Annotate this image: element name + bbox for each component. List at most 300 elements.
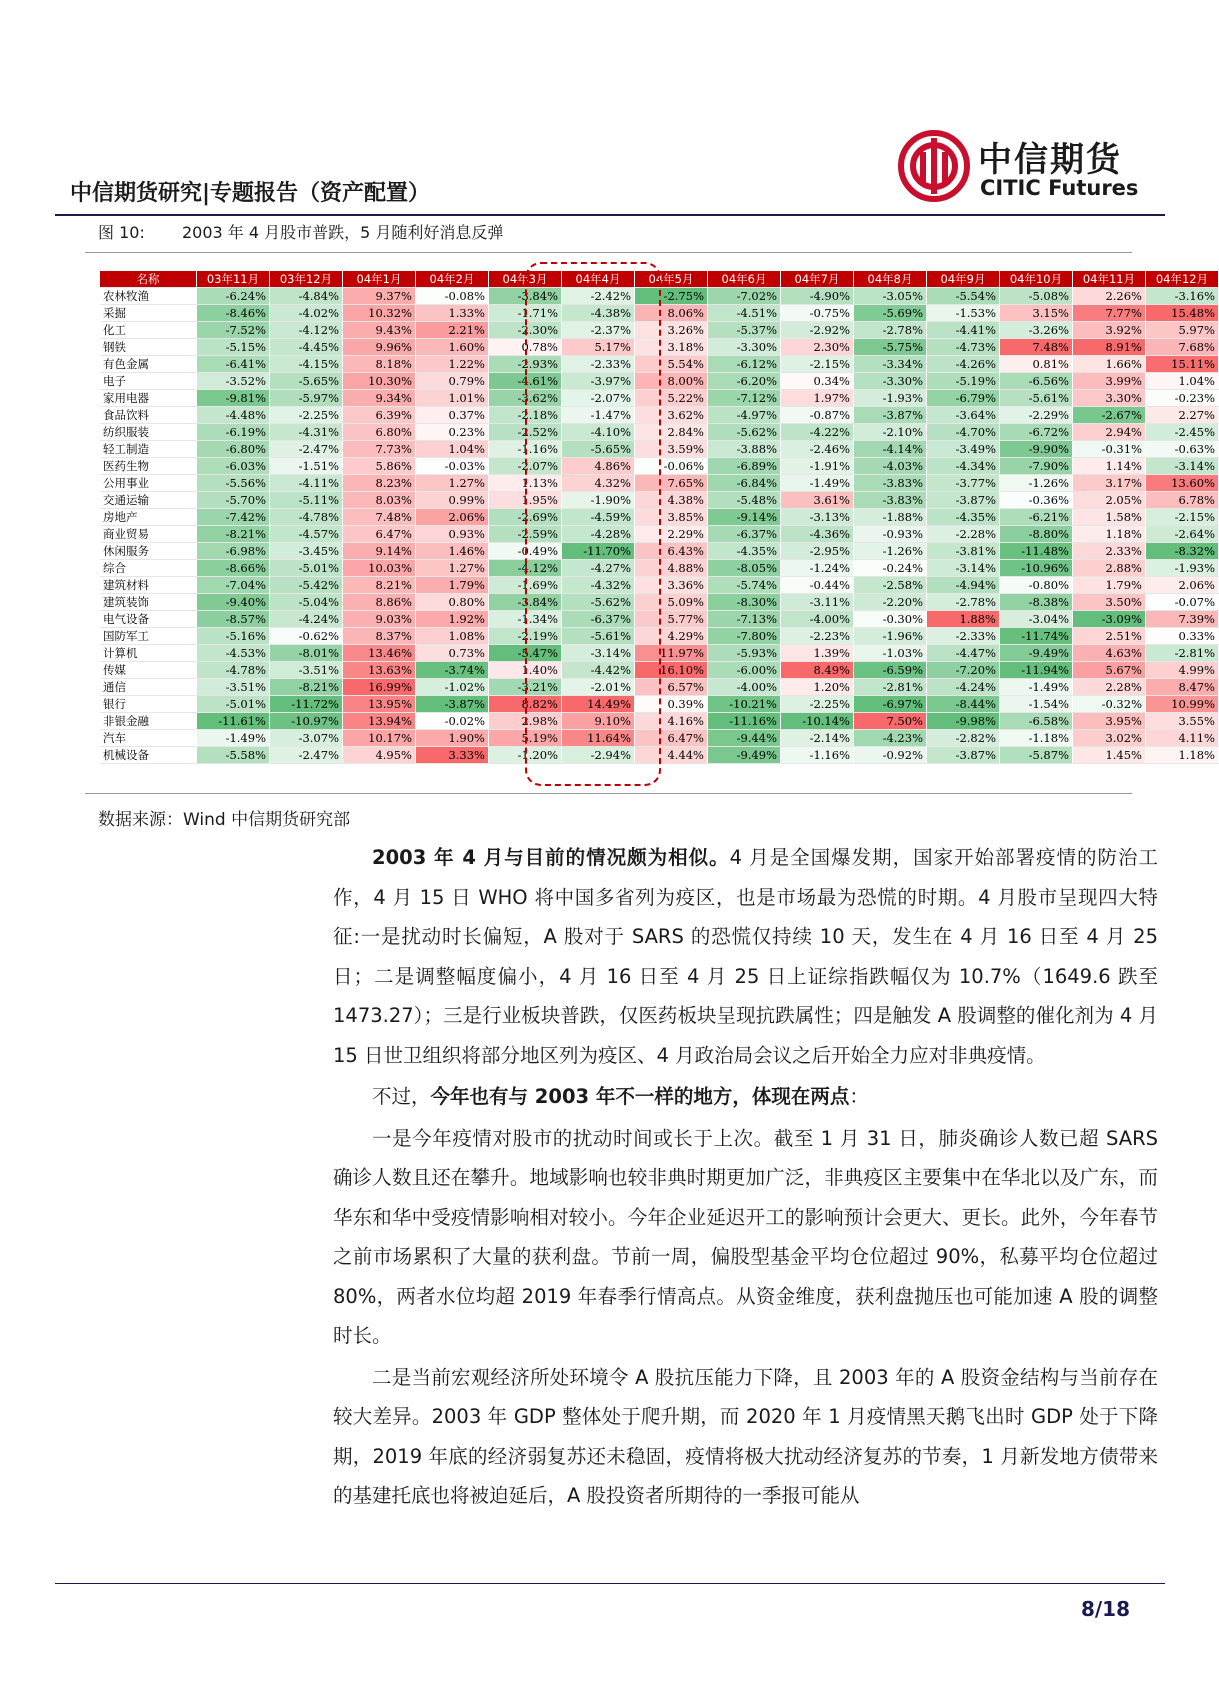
- return-cell: -4.27%: [562, 560, 635, 577]
- return-cell: -7.52%: [197, 322, 270, 339]
- return-cell: -1.02%: [416, 679, 489, 696]
- return-cell: -4.53%: [197, 645, 270, 662]
- return-cell: 3.18%: [635, 339, 708, 356]
- return-cell: -6.80%: [197, 441, 270, 458]
- column-header: 04年3月: [489, 271, 562, 288]
- return-cell: 15.48%: [1146, 305, 1219, 322]
- return-cell: -4.70%: [927, 424, 1000, 441]
- return-cell: 2.29%: [635, 526, 708, 543]
- return-cell: -1.26%: [854, 543, 927, 560]
- return-cell: 4.99%: [1146, 662, 1219, 679]
- return-cell: 5.67%: [1073, 662, 1146, 679]
- return-cell: -7.02%: [708, 288, 781, 305]
- return-cell: -2.07%: [489, 458, 562, 475]
- return-cell: 2.88%: [1073, 560, 1146, 577]
- return-cell: -2.78%: [927, 594, 1000, 611]
- return-cell: -1.90%: [562, 492, 635, 509]
- table-row: [100, 390, 1219, 407]
- return-cell: -5.62%: [708, 424, 781, 441]
- return-cell: -4.78%: [270, 509, 343, 526]
- return-cell: 7.48%: [1000, 339, 1073, 356]
- paragraph-2-start: 不过，: [372, 1085, 431, 1108]
- industry-name-cell: 农林牧渔: [100, 288, 197, 305]
- return-cell: -6.41%: [197, 356, 270, 373]
- return-cell: -2.47%: [270, 747, 343, 764]
- industry-name-cell: 建筑装饰: [100, 594, 197, 611]
- return-cell: -7.90%: [1000, 458, 1073, 475]
- return-cell: -10.14%: [781, 713, 854, 730]
- return-cell: -0.80%: [1000, 577, 1073, 594]
- return-cell: -0.36%: [1000, 492, 1073, 509]
- paragraph-1-text: 4 月是全国爆发期，国家开始部署疫情的防治工作，4 月 15 日 WHO 将中国多省列为疫区，也是市场最为恐慌的时期。4 月股市呈现四大特征:一是扰动时长偏短，A 股对于 SARS 的恐慌仅持续 10 天，发生在 4 月 16 日至 4 月 25 日；二是调整幅度偏小，4 月 16 日至 4 月 25 日上证综指跌幅仅为 10.7%（1649.6 跌至 1473.27）；三是行业板块普跌，仅医药板块呈现抗跌属性；四是触发 A 股调整的催化剂为 4 月 15 日世卫组织将部分地区列为疫区、4 月政治局会议之后开始全力应对非典疫情。: [333, 846, 1158, 1067]
- paragraph-4: 二是当前宏观经济所处环境令 A 股抗压能力下降，且 2003 年的 A 股资金结构与当前存在较大差异。2003 年 GDP 整体处于爬升期，而 2020 年 1 月疫情黑天鹅飞出时 GDP 处于下降期，2019 年底的经济弱复苏还未稳固，疫情将极大扰动经济复苏的节奏，1 月新发地方债带来的基建托底也将被迫延后，A 股投资者所期待的一季报可能从: [333, 1365, 1158, 1507]
- table-row: [100, 356, 1219, 373]
- report-header-title: 中信期货研究|专题报告（资产配置）: [70, 181, 431, 206]
- return-cell: -2.47%: [270, 441, 343, 458]
- return-cell: 7.50%: [854, 713, 927, 730]
- return-cell: -2.33%: [927, 628, 1000, 645]
- return-cell: -8.01%: [270, 645, 343, 662]
- return-cell: -2.52%: [489, 424, 562, 441]
- return-cell: -3.83%: [854, 492, 927, 509]
- return-cell: -1.88%: [854, 509, 927, 526]
- return-cell: -6.84%: [708, 475, 781, 492]
- return-cell: -5.01%: [197, 696, 270, 713]
- paragraph-2: [333, 1077, 1158, 1117]
- return-cell: -4.59%: [562, 509, 635, 526]
- industry-name-cell: 轻工制造: [100, 441, 197, 458]
- return-cell: -3.87%: [927, 492, 1000, 509]
- return-cell: -2.10%: [854, 424, 927, 441]
- return-cell: 3.62%: [635, 407, 708, 424]
- return-cell: -7.80%: [708, 628, 781, 645]
- return-cell: 3.61%: [781, 492, 854, 509]
- return-cell: 0.78%: [489, 339, 562, 356]
- return-cell: -1.49%: [781, 475, 854, 492]
- return-cell: -5.56%: [197, 475, 270, 492]
- return-cell: -8.57%: [197, 611, 270, 628]
- return-cell: 8.86%: [343, 594, 416, 611]
- return-cell: -5.15%: [197, 339, 270, 356]
- return-cell: -4.14%: [854, 441, 927, 458]
- table-row: [100, 628, 1219, 645]
- return-cell: 5.19%: [489, 730, 562, 747]
- return-cell: -5.48%: [708, 492, 781, 509]
- return-cell: 6.39%: [343, 407, 416, 424]
- return-cell: -3.14%: [1146, 458, 1219, 475]
- return-cell: -5.16%: [197, 628, 270, 645]
- column-header: 04年1月: [343, 271, 416, 288]
- return-cell: -2.07%: [562, 390, 635, 407]
- table-row: [100, 611, 1219, 628]
- return-cell: -0.75%: [781, 305, 854, 322]
- figure-source: 数据来源：Wind 中信期货研究部: [98, 810, 351, 830]
- return-cell: 1.60%: [416, 339, 489, 356]
- return-cell: 1.13%: [489, 475, 562, 492]
- return-cell: -5.01%: [270, 560, 343, 577]
- return-cell: -8.80%: [1000, 526, 1073, 543]
- return-cell: -3.13%: [781, 509, 854, 526]
- return-cell: -0.93%: [854, 526, 927, 543]
- table-row: [100, 509, 1219, 526]
- return-cell: -8.30%: [708, 594, 781, 611]
- return-cell: -3.45%: [270, 543, 343, 560]
- return-cell: -3.49%: [927, 441, 1000, 458]
- return-cell: 13.95%: [343, 696, 416, 713]
- return-cell: -4.22%: [781, 424, 854, 441]
- column-header: 04年12月: [1146, 271, 1219, 288]
- column-header: 名称: [100, 271, 197, 288]
- return-cell: -8.21%: [270, 679, 343, 696]
- return-cell: -0.23%: [1146, 390, 1219, 407]
- return-cell: -2.15%: [1146, 509, 1219, 526]
- paragraph-2-end: ：: [849, 1085, 869, 1108]
- return-cell: -3.84%: [489, 288, 562, 305]
- return-cell: -7.20%: [927, 662, 1000, 679]
- return-cell: 1.33%: [416, 305, 489, 322]
- return-cell: -9.90%: [1000, 441, 1073, 458]
- return-cell: -5.61%: [1000, 390, 1073, 407]
- return-cell: -4.12%: [270, 322, 343, 339]
- return-cell: -1.16%: [781, 747, 854, 764]
- return-cell: 0.73%: [416, 645, 489, 662]
- return-cell: 8.37%: [343, 628, 416, 645]
- return-cell: -4.31%: [270, 424, 343, 441]
- return-cell: 13.94%: [343, 713, 416, 730]
- return-cell: 3.55%: [1146, 713, 1219, 730]
- return-cell: 5.86%: [343, 458, 416, 475]
- return-cell: -3.74%: [416, 662, 489, 679]
- industry-name-cell: 电气设备: [100, 611, 197, 628]
- return-cell: 8.82%: [489, 696, 562, 713]
- return-cell: -1.18%: [1000, 730, 1073, 747]
- return-cell: -2.29%: [1000, 407, 1073, 424]
- return-cell: 1.18%: [1073, 526, 1146, 543]
- return-cell: -2.01%: [562, 679, 635, 696]
- return-cell: 0.99%: [416, 492, 489, 509]
- return-cell: 3.33%: [416, 747, 489, 764]
- return-cell: 9.37%: [343, 288, 416, 305]
- return-cell: 11.64%: [562, 730, 635, 747]
- return-cell: -4.57%: [270, 526, 343, 543]
- return-cell: 0.39%: [635, 696, 708, 713]
- return-cell: 3.50%: [1073, 594, 1146, 611]
- return-cell: -9.40%: [197, 594, 270, 611]
- return-cell: -9.14%: [708, 509, 781, 526]
- table-row: [100, 373, 1219, 390]
- return-cell: -3.88%: [708, 441, 781, 458]
- return-cell: -2.37%: [562, 322, 635, 339]
- industry-name-cell: 交通运输: [100, 492, 197, 509]
- industry-name-cell: 食品饮料: [100, 407, 197, 424]
- return-cell: 13.60%: [1146, 475, 1219, 492]
- return-cell: -3.30%: [708, 339, 781, 356]
- return-cell: 2.26%: [1073, 288, 1146, 305]
- industry-name-cell: 汽车: [100, 730, 197, 747]
- return-cell: -0.49%: [489, 543, 562, 560]
- return-cell: 3.17%: [1073, 475, 1146, 492]
- return-cell: -5.42%: [270, 577, 343, 594]
- return-cell: -4.36%: [781, 526, 854, 543]
- return-cell: -5.87%: [1000, 747, 1073, 764]
- return-cell: -8.32%: [1146, 543, 1219, 560]
- return-cell: 6.47%: [343, 526, 416, 543]
- return-cell: -2.28%: [927, 526, 1000, 543]
- return-cell: -1.51%: [270, 458, 343, 475]
- return-cell: 4.63%: [1073, 645, 1146, 662]
- return-cell: -0.06%: [635, 458, 708, 475]
- return-cell: 2.27%: [1146, 407, 1219, 424]
- return-cell: 5.22%: [635, 390, 708, 407]
- return-cell: -11.48%: [1000, 543, 1073, 560]
- return-cell: 10.32%: [343, 305, 416, 322]
- return-cell: -2.46%: [781, 441, 854, 458]
- return-cell: -3.34%: [854, 356, 927, 373]
- return-cell: -4.15%: [270, 356, 343, 373]
- return-cell: -4.32%: [562, 577, 635, 594]
- column-header: 04年2月: [416, 271, 489, 288]
- return-cell: 1.66%: [1073, 356, 1146, 373]
- industry-name-cell: 有色金属: [100, 356, 197, 373]
- return-cell: 7.68%: [1146, 339, 1219, 356]
- return-cell: 2.51%: [1073, 628, 1146, 645]
- return-cell: 8.06%: [635, 305, 708, 322]
- industry-name-cell: 国防军工: [100, 628, 197, 645]
- return-cell: -4.47%: [927, 645, 1000, 662]
- return-cell: 4.11%: [1146, 730, 1219, 747]
- return-cell: 8.49%: [781, 662, 854, 679]
- return-cell: -7.12%: [708, 390, 781, 407]
- return-cell: -3.64%: [927, 407, 1000, 424]
- paragraph-3: 一是今年疫情对股市的扰动时间或长于上次。截至 1 月 31 日，肺炎确诊人数已超 SARS 确诊人数且还在攀升。地域影响也较非典时期更加广泛，非典疫区主要集中在华北以及广东，而华东和华中受疫情影响相对较小。今年企业延迟开工的影响预计会更大、更长。此外，今年春节之前市场累积了大量的获利盘。节前一周，偏股型基金平均仓位超过 90%，私募平均仓位超过 80%，两者水位均超 2019 年春季行情高点。从资金维度，获利盘抛压也可能加速 A 股的调整时长。: [333, 1126, 1158, 1347]
- return-cell: -2.30%: [489, 322, 562, 339]
- return-cell: -1.53%: [927, 305, 1000, 322]
- return-cell: -3.77%: [927, 475, 1000, 492]
- industry-name-cell: 钢铁: [100, 339, 197, 356]
- return-cell: 1.46%: [416, 543, 489, 560]
- table-row: [100, 713, 1219, 730]
- return-cell: 1.92%: [416, 611, 489, 628]
- table-header-row: [100, 271, 1219, 288]
- return-cell: -6.59%: [854, 662, 927, 679]
- table-row: [100, 526, 1219, 543]
- figure-number: 图 10:: [98, 223, 145, 242]
- return-cell: 5.54%: [635, 356, 708, 373]
- return-cell: -0.63%: [1146, 441, 1219, 458]
- return-cell: -0.08%: [416, 288, 489, 305]
- return-cell: -4.97%: [708, 407, 781, 424]
- return-cell: -6.20%: [708, 373, 781, 390]
- industry-name-cell: 纺织服装: [100, 424, 197, 441]
- return-cell: 3.26%: [635, 322, 708, 339]
- return-cell: 6.57%: [635, 679, 708, 696]
- return-cell: 2.30%: [781, 339, 854, 356]
- return-cell: -4.12%: [489, 560, 562, 577]
- return-cell: 4.88%: [635, 560, 708, 577]
- return-cell: -5.04%: [270, 594, 343, 611]
- table-row: [100, 645, 1219, 662]
- return-cell: -6.12%: [708, 356, 781, 373]
- return-cell: -2.94%: [562, 747, 635, 764]
- footer-divider: [55, 1583, 1165, 1584]
- return-cell: -4.23%: [854, 730, 927, 747]
- return-cell: 3.36%: [635, 577, 708, 594]
- return-cell: 4.38%: [635, 492, 708, 509]
- table-body: [100, 288, 1219, 764]
- return-cell: -2.67%: [1073, 407, 1146, 424]
- return-cell: -8.44%: [927, 696, 1000, 713]
- return-cell: -2.45%: [1146, 424, 1219, 441]
- return-cell: 10.17%: [343, 730, 416, 747]
- industry-name-cell: 家用电器: [100, 390, 197, 407]
- return-cell: 2.94%: [1073, 424, 1146, 441]
- return-cell: -4.94%: [927, 577, 1000, 594]
- return-cell: 15.11%: [1146, 356, 1219, 373]
- return-cell: -2.18%: [489, 407, 562, 424]
- return-cell: 4.32%: [562, 475, 635, 492]
- return-cell: 7.73%: [343, 441, 416, 458]
- return-cell: 2.21%: [416, 322, 489, 339]
- return-cell: -3.04%: [1000, 611, 1073, 628]
- return-cell: 1.95%: [489, 492, 562, 509]
- return-cell: -1.96%: [854, 628, 927, 645]
- industry-name-cell: 通信: [100, 679, 197, 696]
- return-cell: 5.09%: [635, 594, 708, 611]
- return-cell: 1.20%: [781, 679, 854, 696]
- industry-name-cell: 采掘: [100, 305, 197, 322]
- return-cell: -1.16%: [489, 441, 562, 458]
- return-cell: -1.71%: [489, 305, 562, 322]
- return-cell: -3.97%: [562, 373, 635, 390]
- return-cell: -3.09%: [1073, 611, 1146, 628]
- return-cell: -5.70%: [197, 492, 270, 509]
- return-cell: 3.85%: [635, 509, 708, 526]
- return-cell: 1.79%: [1073, 577, 1146, 594]
- return-cell: -4.45%: [270, 339, 343, 356]
- return-cell: -4.41%: [927, 322, 1000, 339]
- return-cell: -1.49%: [1000, 679, 1073, 696]
- return-cell: -4.42%: [562, 662, 635, 679]
- column-header: 03年12月: [270, 271, 343, 288]
- return-cell: 2.98%: [489, 713, 562, 730]
- return-cell: -2.95%: [781, 543, 854, 560]
- return-cell: -3.05%: [854, 288, 927, 305]
- return-cell: 1.58%: [1073, 509, 1146, 526]
- column-header: 04年8月: [854, 271, 927, 288]
- return-cell: -1.91%: [781, 458, 854, 475]
- return-cell: 1.01%: [416, 390, 489, 407]
- return-cell: -2.42%: [562, 288, 635, 305]
- return-cell: -0.24%: [854, 560, 927, 577]
- return-cell: -3.16%: [1146, 288, 1219, 305]
- return-cell: 2.28%: [1073, 679, 1146, 696]
- return-cell: -4.84%: [270, 288, 343, 305]
- return-cell: -8.38%: [1000, 594, 1073, 611]
- return-cell: -5.37%: [708, 322, 781, 339]
- return-cell: -5.47%: [489, 645, 562, 662]
- return-cell: -4.28%: [562, 526, 635, 543]
- return-cell: -1.03%: [854, 645, 927, 662]
- return-cell: 4.95%: [343, 747, 416, 764]
- return-cell: 4.29%: [635, 628, 708, 645]
- return-cell: 9.96%: [343, 339, 416, 356]
- return-cell: -4.24%: [927, 679, 1000, 696]
- return-cell: 8.18%: [343, 356, 416, 373]
- return-cell: 14.49%: [562, 696, 635, 713]
- return-cell: 1.04%: [1146, 373, 1219, 390]
- return-cell: -1.24%: [781, 560, 854, 577]
- return-cell: -0.07%: [1146, 594, 1219, 611]
- return-cell: 4.86%: [562, 458, 635, 475]
- return-cell: -8.66%: [197, 560, 270, 577]
- return-cell: -3.62%: [489, 390, 562, 407]
- citic-logo-icon: [898, 130, 970, 202]
- return-cell: -4.26%: [927, 356, 1000, 373]
- return-cell: 3.92%: [1073, 322, 1146, 339]
- return-cell: -4.35%: [927, 509, 1000, 526]
- return-cell: 0.81%: [1000, 356, 1073, 373]
- return-cell: 0.33%: [1146, 628, 1219, 645]
- industry-name-cell: 房地产: [100, 509, 197, 526]
- return-cell: -3.87%: [927, 747, 1000, 764]
- return-cell: -4.11%: [270, 475, 343, 492]
- return-cell: -5.97%: [270, 390, 343, 407]
- table-row: [100, 322, 1219, 339]
- return-cell: 2.06%: [416, 509, 489, 526]
- table-row: [100, 730, 1219, 747]
- return-cell: -3.14%: [562, 645, 635, 662]
- return-cell: -0.92%: [854, 747, 927, 764]
- return-cell: -3.87%: [854, 407, 927, 424]
- return-cell: 0.37%: [416, 407, 489, 424]
- column-header: 04年4月: [562, 271, 635, 288]
- table-row: [100, 679, 1219, 696]
- return-cell: 9.34%: [343, 390, 416, 407]
- return-cell: 9.43%: [343, 322, 416, 339]
- return-cell: -5.08%: [1000, 288, 1073, 305]
- return-cell: 11.97%: [635, 645, 708, 662]
- return-cell: -6.37%: [562, 611, 635, 628]
- return-cell: 8.91%: [1073, 339, 1146, 356]
- return-cell: -8.21%: [197, 526, 270, 543]
- return-cell: -2.75%: [635, 288, 708, 305]
- return-cell: -6.72%: [1000, 424, 1073, 441]
- return-cell: -2.14%: [781, 730, 854, 747]
- logo-chinese-text: 中信期货: [978, 140, 1122, 180]
- return-cell: -4.00%: [708, 679, 781, 696]
- return-cell: -1.93%: [854, 390, 927, 407]
- return-cell: 3.95%: [1073, 713, 1146, 730]
- return-cell: -6.37%: [708, 526, 781, 543]
- return-cell: -10.21%: [708, 696, 781, 713]
- return-cell: 1.90%: [416, 730, 489, 747]
- return-cell: -6.24%: [197, 288, 270, 305]
- return-cell: 0.93%: [416, 526, 489, 543]
- return-cell: 16.10%: [635, 662, 708, 679]
- return-cell: -6.97%: [854, 696, 927, 713]
- return-cell: 4.44%: [635, 747, 708, 764]
- return-cell: -8.46%: [197, 305, 270, 322]
- return-cell: 7.48%: [343, 509, 416, 526]
- return-cell: 3.59%: [635, 441, 708, 458]
- column-header: 03年11月: [197, 271, 270, 288]
- return-cell: -1.69%: [489, 577, 562, 594]
- table-row: [100, 560, 1219, 577]
- industry-name-cell: 电子: [100, 373, 197, 390]
- industry-name-cell: 休闲服务: [100, 543, 197, 560]
- return-cell: -0.87%: [781, 407, 854, 424]
- return-cell: -9.49%: [708, 747, 781, 764]
